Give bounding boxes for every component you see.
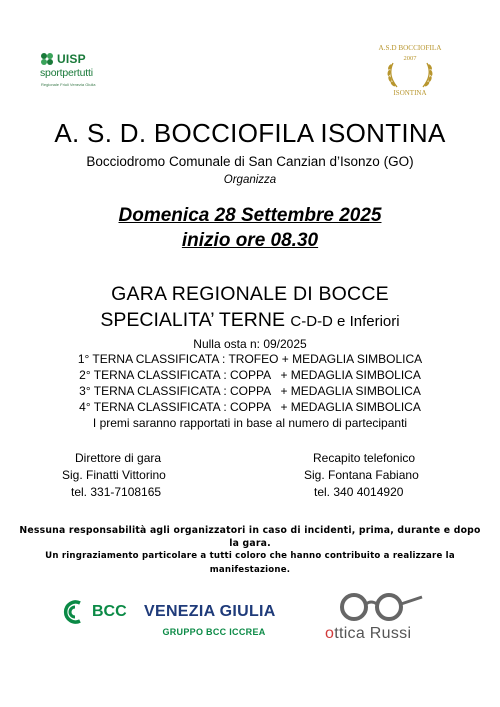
laurel-wreath-icon: [383, 59, 437, 91]
uisp-logo: [40, 52, 120, 94]
bcc-mark-icon: [62, 599, 88, 625]
ottica-text-first: o: [325, 625, 335, 642]
thanks-line-1: Un ringraziamento particolare a tutti coloro che hanno contribuito a realizzare la: [45, 551, 455, 561]
responsibility-line-1: Nessuna responsabilità agli organizzatori in caso di incidenti, prima, durante e dopo: [19, 525, 481, 536]
uisp-leaf-icon: [40, 52, 54, 66]
specialty-category: C-D-D e Inferiori: [290, 313, 400, 330]
bcc-mark: BCC: [92, 603, 127, 620]
ottica-text-rest: ttica Russi: [334, 625, 412, 642]
uisp-sub: sportpertutti: [40, 67, 93, 79]
page-title: A. S. D. BOCCIOFILA ISONTINA: [54, 118, 446, 148]
specialty-line: [0, 309, 500, 332]
prize-1: 1° TERNA CLASSIFICATA : TROFEO + MEDAGLIA SIMBOLICA: [77, 352, 423, 366]
bcc-group: GRUPPO BCC ICCREA: [162, 627, 266, 637]
director-name: Sig. Finatti Vittorino: [62, 468, 166, 482]
recapito-tel: tel. 340 4014920: [314, 485, 404, 499]
bcc-name: VENEZIA GIULIA: [144, 603, 276, 620]
thanks-line-2: manifestazione.: [209, 565, 291, 575]
race-title: GARA REGIONALE DI BOCCE: [111, 283, 389, 305]
ottica-russi-logo: [325, 592, 435, 647]
recapito-label: Recapito telefonico: [313, 451, 416, 465]
premi-note: I premi saranno rapportati in base al numero di partecipanti: [92, 416, 408, 430]
recapito-name: Sig. Fontana Fabiano: [304, 468, 419, 482]
specialty: SPECIALITA’ TERNE: [100, 309, 285, 331]
responsibility-line-2: la gara.: [229, 538, 271, 549]
prize-4: 4° TERNA CLASSIFICATA : COPPA + MEDAGLIA SIMBOLICA: [79, 400, 421, 414]
bocciofila-logo-place: ISONTINA: [393, 89, 427, 97]
uisp-brand: UISP: [57, 52, 86, 66]
prize-3: 3° TERNA CLASSIFICATA : COPPA + MEDAGLIA SIMBOLICA: [79, 384, 421, 398]
event-time: [0, 230, 500, 252]
prize-2: 2° TERNA CLASSIFICATA : COPPA + MEDAGLIA SIMBOLICA: [79, 368, 421, 382]
director-label: Direttore di gara: [75, 451, 162, 465]
ottica-text: [325, 625, 411, 643]
bocciofila-logo: [370, 44, 450, 104]
event-date-text: Domenica 28 Settembre 2025: [118, 205, 382, 226]
event-date: [0, 205, 500, 227]
venue: Bocciodromo Comunale di San Canzian d’Isonzo (GO): [86, 154, 414, 169]
bcc-logo: [62, 598, 297, 643]
bocciofila-logo-year: 2007: [403, 55, 417, 62]
nulla-osta: Nulla osta n: 09/2025: [193, 337, 307, 351]
glasses-icon: [334, 592, 426, 622]
organizza-label: Organizza: [223, 174, 277, 186]
bocciofila-logo-name: A.S.D BOCCIOFILA: [378, 44, 442, 52]
director-tel: tel. 331-7108165: [71, 485, 162, 499]
uisp-tiny: Regionale Friuli Venezia Giulia: [41, 82, 96, 87]
event-time-text: inizio ore 08.30: [181, 230, 319, 251]
